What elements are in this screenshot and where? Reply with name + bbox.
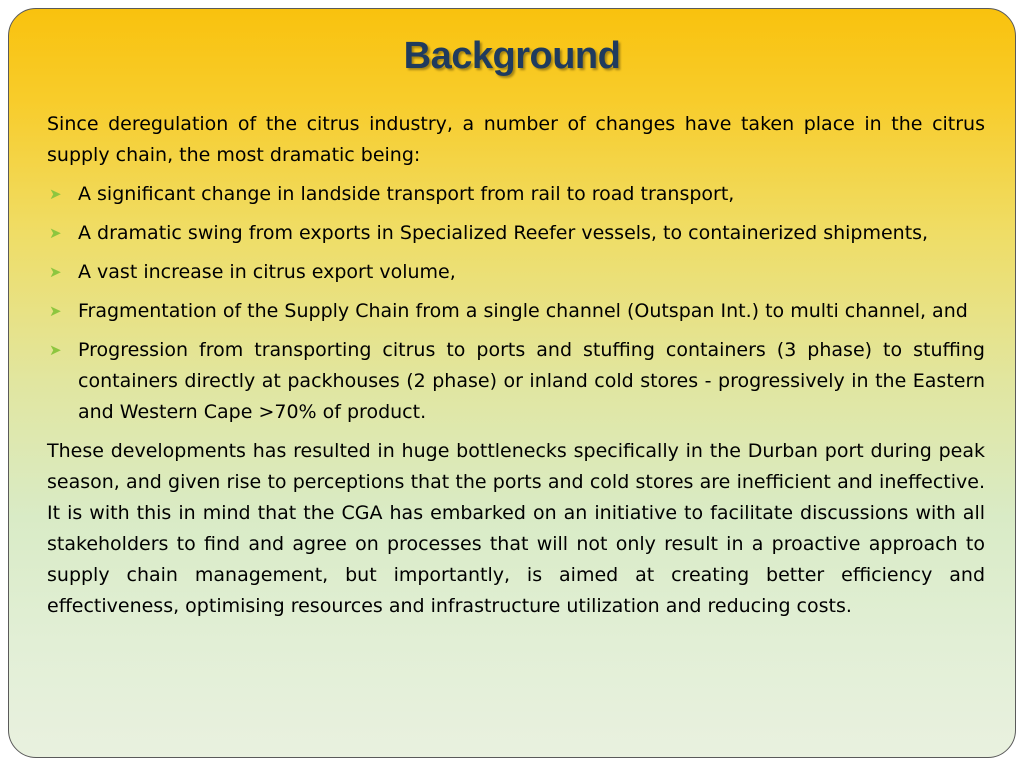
bullet-item bbox=[47, 218, 985, 249]
bullet-text: Fragmentation of the Supply Chain from a single channel (Outspan Int.) to multi channel, and bbox=[78, 300, 968, 322]
bullet-list bbox=[47, 179, 985, 428]
slide-body bbox=[47, 109, 985, 630]
bullet-item bbox=[47, 179, 985, 210]
slide bbox=[8, 8, 1016, 758]
arrow-bullet-icon: ➤ bbox=[49, 263, 62, 281]
arrow-bullet-icon: ➤ bbox=[49, 185, 62, 203]
bullet-item bbox=[47, 296, 985, 327]
bullet-text: Progression from transporting citrus to ports and stuffing containers (3 phase) to stuffing containers directly at packhouses (2 phase) or inland cold stores - progressively in the Eastern and Western Cape >70% of product. bbox=[78, 339, 985, 423]
arrow-bullet-icon: ➤ bbox=[49, 302, 62, 320]
bullet-text: A dramatic swing from exports in Specialized Reefer vessels, to containerized shipments, bbox=[78, 222, 929, 244]
arrow-bullet-icon: ➤ bbox=[49, 224, 62, 242]
bullet-item bbox=[47, 335, 985, 428]
bullet-item bbox=[47, 257, 985, 288]
slide-title: Background bbox=[403, 35, 621, 77]
bullet-text: A vast increase in citrus export volume, bbox=[78, 261, 456, 283]
arrow-bullet-icon: ➤ bbox=[49, 341, 62, 359]
intro-paragraph: Since deregulation of the citrus industry, a number of changes have taken place in the citrus supply chain, the most dramatic being: bbox=[47, 113, 985, 166]
bullet-text: A significant change in landside transport from rail to road transport, bbox=[78, 183, 735, 205]
conclusion-paragraph: These developments has resulted in huge bottlenecks specifically in the Durban port during peak season, and given rise to perceptions that the ports and cold stores are inefficient and ineffective. It is with this in mind that the CGA has embarked on an initiative to facilitate discussions with all stakeholders to find and agree on processes that will not only result in a proactive approach to supply chain management, but importantly, is aimed at creating better efficiency and effectiveness, optimising resources and infrastructure utilization and reducing costs. bbox=[47, 440, 985, 617]
